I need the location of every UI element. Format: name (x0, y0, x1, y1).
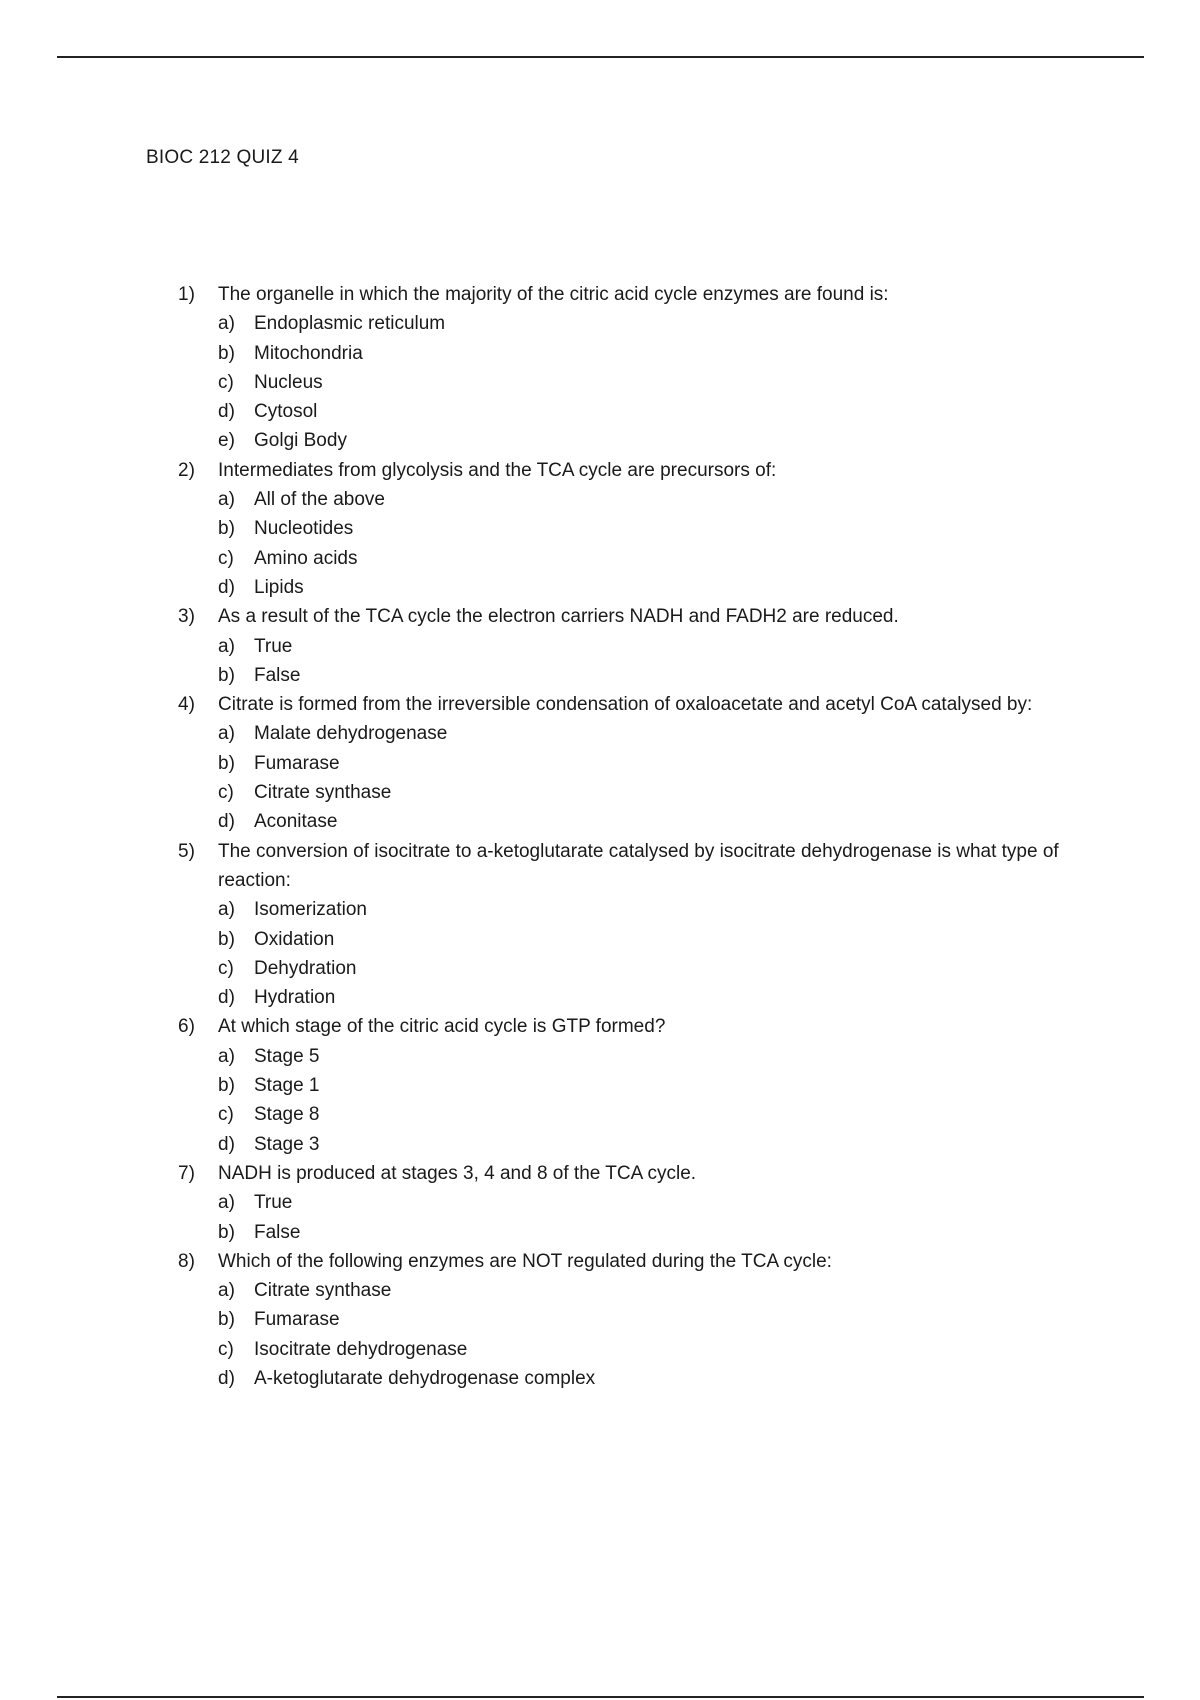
question-number: 8) (178, 1250, 195, 1272)
option-letter: c) (218, 1338, 234, 1360)
option-letter: b) (218, 752, 235, 774)
option-text: Hydration (254, 987, 336, 1009)
option-text: True (254, 1192, 293, 1214)
question-number: 4) (178, 694, 195, 716)
answer-option (218, 309, 1078, 338)
option-text: Stage 1 (254, 1075, 320, 1097)
answer-option (218, 1218, 1078, 1247)
option-letter: a) (218, 635, 235, 657)
option-text: Stage 5 (254, 1045, 320, 1067)
option-letter: b) (218, 1221, 235, 1243)
answer-options (178, 309, 1078, 455)
option-text: Stage 8 (254, 1104, 320, 1126)
answer-options (178, 632, 1078, 691)
answer-option (218, 1188, 1078, 1217)
option-text: Lipids (254, 576, 304, 598)
answer-option (218, 1305, 1078, 1334)
option-text: Stage 3 (254, 1133, 320, 1155)
answer-options (178, 485, 1078, 602)
question-number: 1) (178, 284, 195, 305)
option-text: False (254, 1221, 301, 1243)
option-text: True (254, 635, 293, 657)
answer-option (218, 1335, 1078, 1364)
answer-option (218, 661, 1078, 690)
answer-option (218, 397, 1078, 426)
option-letter: b) (218, 1075, 235, 1097)
option-text: All of the above (254, 489, 385, 511)
option-text: Amino acids (254, 547, 358, 569)
option-text: Nucleus (254, 371, 323, 393)
option-letter: d) (218, 987, 235, 1009)
option-letter: a) (218, 1280, 235, 1302)
question-list (178, 280, 1078, 1393)
option-letter: a) (218, 723, 235, 745)
option-letter: c) (218, 957, 234, 979)
answer-option (218, 544, 1078, 573)
option-text: Nucleotides (254, 518, 354, 540)
answer-options (178, 1276, 1078, 1393)
question-number: 6) (178, 1016, 195, 1038)
question-item (178, 837, 1078, 1013)
option-text: Golgi Body (254, 430, 347, 452)
question-number: 5) (178, 840, 195, 862)
answer-option (218, 749, 1078, 778)
question-text: As a result of the TCA cycle the electron carriers NADH and FADH2 are reduced. (218, 606, 899, 628)
answer-option (218, 719, 1078, 748)
question-item (178, 690, 1078, 836)
question-number: 7) (178, 1162, 195, 1184)
question-text: Which of the following enzymes are NOT regulated during the TCA cycle: (218, 1250, 832, 1272)
answer-option (218, 426, 1078, 455)
option-text: False (254, 664, 301, 686)
question-text: Intermediates from glycolysis and the TCA cycle are precursors of: (218, 459, 777, 481)
option-text: Fumarase (254, 752, 340, 774)
question-item (178, 602, 1078, 690)
answer-options (178, 895, 1078, 1012)
answer-option (218, 632, 1078, 661)
answer-option (218, 485, 1078, 514)
question-item (178, 1159, 1078, 1247)
option-letter: a) (218, 313, 235, 335)
option-text: Dehydration (254, 957, 357, 979)
answer-option (218, 1042, 1078, 1071)
answer-option (218, 895, 1078, 924)
option-text: Endoplasmic reticulum (254, 313, 446, 335)
option-text: Malate dehydrogenase (254, 723, 448, 745)
answer-option (218, 778, 1078, 807)
option-text: Cytosol (254, 401, 318, 423)
option-letter: c) (218, 547, 234, 569)
answer-option (218, 1130, 1078, 1159)
option-letter: d) (218, 1367, 235, 1389)
answer-options (178, 719, 1078, 836)
option-text: Fumarase (254, 1309, 340, 1331)
option-letter: e) (218, 430, 235, 452)
option-letter: d) (218, 811, 235, 833)
answer-option (218, 1100, 1078, 1129)
answer-option (218, 1276, 1078, 1305)
option-text: Mitochondria (254, 342, 363, 364)
option-text: Oxidation (254, 928, 335, 950)
option-letter: d) (218, 401, 235, 423)
answer-option (218, 807, 1078, 836)
option-letter: b) (218, 1309, 235, 1331)
option-letter: c) (218, 371, 234, 393)
option-letter: a) (218, 1045, 235, 1067)
bottom-divider (57, 1696, 1144, 1698)
question-text: The conversion of isocitrate to a-ketoglutarate catalysed by isocitrate dehydrogenase is what type of reaction: (218, 840, 1059, 891)
option-letter: a) (218, 1192, 235, 1214)
option-text: Isocitrate dehydrogenase (254, 1338, 468, 1360)
answer-option (218, 1364, 1078, 1393)
option-text: Citrate synthase (254, 1280, 392, 1302)
option-letter: a) (218, 899, 235, 921)
answer-option (218, 573, 1078, 602)
option-letter: c) (218, 782, 234, 804)
top-divider (57, 56, 1144, 58)
option-letter: b) (218, 518, 235, 540)
question-text: The organelle in which the majority of the citric acid cycle enzymes are found is: (218, 284, 889, 305)
question-text: NADH is produced at stages 3, 4 and 8 of the TCA cycle. (218, 1162, 697, 1184)
question-text: At which stage of the citric acid cycle is GTP formed? (218, 1016, 666, 1038)
quiz-title: BIOC 212 QUIZ 4 (146, 147, 299, 168)
option-letter: c) (218, 1104, 234, 1126)
option-letter: b) (218, 342, 235, 364)
answer-option (218, 514, 1078, 543)
option-text: Aconitase (254, 811, 338, 833)
question-item (178, 1012, 1078, 1158)
question-item (178, 280, 1078, 456)
answer-option (218, 1071, 1078, 1100)
option-text: A-ketoglutarate dehydrogenase complex (254, 1367, 596, 1389)
question-text: Citrate is formed from the irreversible condensation of oxaloacetate and acetyl CoA catalysed by: (218, 694, 1033, 716)
question-number: 2) (178, 459, 195, 481)
option-letter: b) (218, 664, 235, 686)
option-text: Isomerization (254, 899, 367, 921)
option-letter: d) (218, 576, 235, 598)
answer-options (178, 1042, 1078, 1159)
question-item (178, 1247, 1078, 1393)
question-number: 3) (178, 606, 195, 628)
answer-option (218, 925, 1078, 954)
answer-options (178, 1188, 1078, 1247)
answer-option (218, 983, 1078, 1012)
answer-option (218, 368, 1078, 397)
answer-option (218, 339, 1078, 368)
question-item (178, 456, 1078, 602)
option-text: Citrate synthase (254, 782, 392, 804)
option-letter: b) (218, 928, 235, 950)
answer-option (218, 954, 1078, 983)
option-letter: d) (218, 1133, 235, 1155)
option-letter: a) (218, 489, 235, 511)
